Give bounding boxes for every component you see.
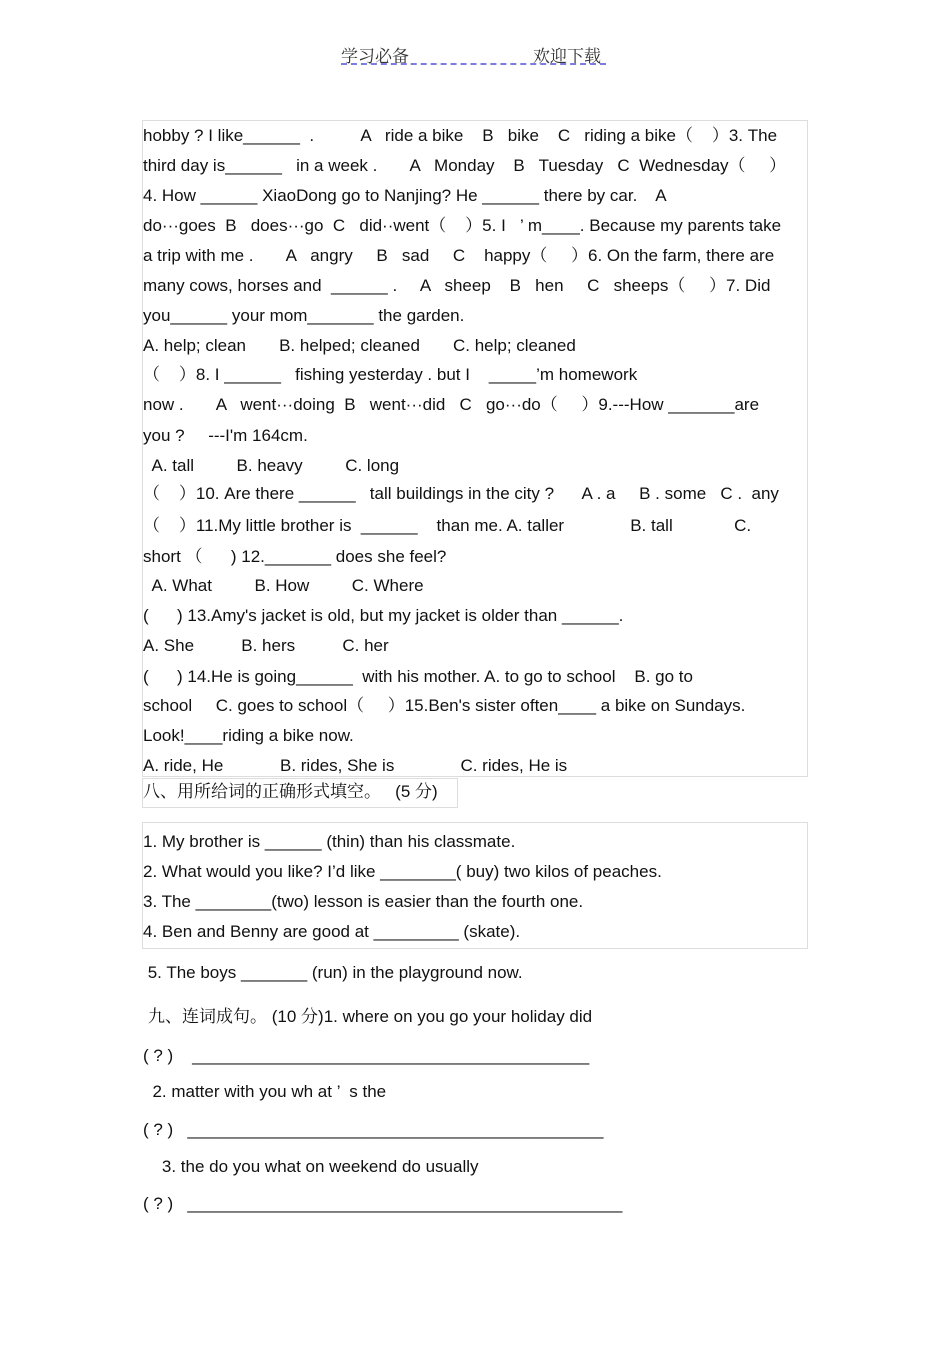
question-line: （ ）11.My little brother is ______ than me. A. taller B. tall C. <box>143 516 752 535</box>
question-line: school C. goes to school（ ）15.Ben's sister often____ a bike on Sundays. <box>143 696 746 715</box>
s9-answer: ( ? ) ____________________________________________ <box>143 1120 604 1139</box>
s8-item: 2. What would you like? I’d like ________( buy) two kilos of peaches. <box>143 862 662 881</box>
question-line: a trip with me . A angry B sad C happy（ ）6. On the farm, there are <box>143 246 775 265</box>
s8-item: 1. My brother is ______ (thin) than his classmate. <box>143 832 516 851</box>
question-line: many cows, horses and ______ . A sheep B hen C sheeps（ ）7. Did <box>143 276 771 295</box>
s9-answer: ( ? ) ______________________________________________ <box>143 1194 623 1213</box>
question-line: hobby ? I like______ . A ride a bike B bike C riding a bike（ ）3. The <box>143 126 778 145</box>
section9-score: (10 分) <box>271 1007 324 1026</box>
section9-title-text: 九、连词成句。 <box>148 1007 267 1027</box>
question-line: you ? ---I'm 164cm. <box>143 426 308 445</box>
section8-title-text: 八、用所给词的正确形式填空。 <box>143 782 381 802</box>
question-line: ( ) 13.Amy's jacket is old, but my jacket is older than ______. <box>143 606 624 625</box>
s9-item-1: 1. where on you go your holiday did <box>323 1007 593 1026</box>
question-line: 4. How ______ XiaoDong go to Nanjing? He ______ there by car. A <box>143 186 667 205</box>
question-line: A. What B. How C. Where <box>143 576 424 595</box>
s9-item: 2. matter with you wh at ’ s the <box>143 1082 387 1101</box>
s9-item: 3. the do you what on weekend do usually <box>143 1157 479 1176</box>
header-right: 欢迎下载 <box>533 47 601 67</box>
question-line: short （ ) 12._______ does she feel? <box>143 547 447 566</box>
question-line: Look!____riding a bike now. <box>143 726 354 745</box>
section8-title <box>143 782 438 802</box>
question-line: A. tall B. heavy C. long <box>143 456 400 475</box>
header-left: 学习必备 <box>341 47 409 67</box>
s9-answer: ( ? ) __________________________________________ <box>143 1046 590 1065</box>
question-line: now . A went···doing B went···did C go···do（ ）9.---How _______are <box>143 395 760 414</box>
question-line: （ ）8. I ______ fishing yesterday . but I _____’m homework <box>143 365 638 384</box>
question-line: A. help; clean B. helped; cleaned C. help; cleaned <box>143 336 576 355</box>
question-line: do···goes B does···go C did··went（ ）5. I ’ m____. Because my parents take <box>143 216 782 235</box>
question-line: third day is______ in a week . A Monday B Tuesday C Wednesday（ ） <box>143 156 787 175</box>
header-divider <box>341 63 606 65</box>
section9-title <box>148 1007 592 1027</box>
question-line: A. She B. hers C. her <box>143 636 389 655</box>
section8-score: (5 分) <box>395 782 438 801</box>
s8-item: 3. The ________(two) lesson is easier than the fourth one. <box>143 892 584 911</box>
s8-item: 4. Ben and Benny are good at _________ (skate). <box>143 922 521 941</box>
question-line: A. ride, He B. rides, She is C. rides, He is <box>143 756 568 775</box>
question-line: ( ) 14.He is going______ with his mother. A. to go to school B. go to <box>143 667 693 686</box>
question-line: （ ）10. Are there ______ tall buildings in the city ? A . a B . some C . any <box>143 484 779 503</box>
s8-item: 5. The boys _______ (run) in the playground now. <box>143 963 523 982</box>
question-line: you______ your mom_______ the garden. <box>143 306 465 325</box>
